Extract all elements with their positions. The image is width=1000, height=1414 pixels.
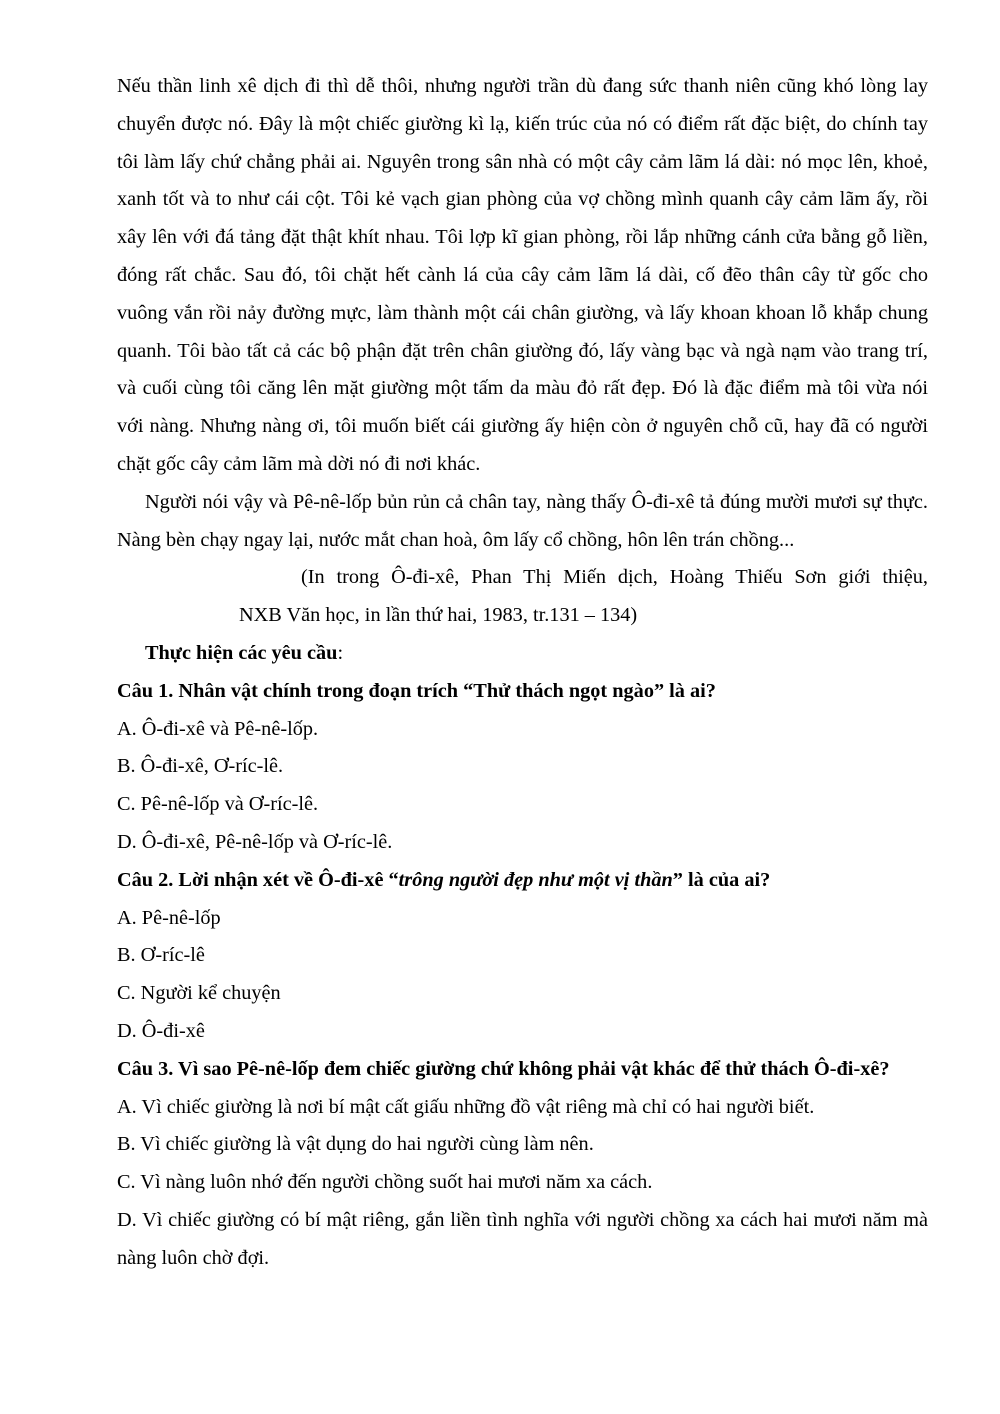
question-option: B. Ô-đi-xê, Ơ-ríc-lê. (117, 755, 284, 778)
question-option: A. Pê-nê-lốp (117, 906, 221, 929)
question-option: D. Vì chiếc giường có bí mật riêng, gắn liền tình nghĩa với người chồng xa cách hai mươi năm mà nàng luôn chờ đợi. (117, 1208, 928, 1269)
question-quote: trông người đẹp như một vị thần (398, 868, 673, 891)
question-text: . Vì sao Pê-nê-lốp đem chiếc giường chứ không phải vật khác để thử thách Ô-đi-xê? (168, 1057, 890, 1080)
question-1 (117, 673, 928, 711)
question-option: D. Ô-đi-xê (117, 1019, 205, 1042)
question-text: . Nhân vật chính trong đoạn trích “Thử thách ngọt ngào” là ai? (168, 679, 716, 702)
question-option: C. Người kể chuyện (117, 982, 281, 1005)
instructions-colon: : (337, 641, 344, 664)
source-line: NXB Văn học, in lần thứ hai, 1983, tr.131 – 134) (239, 604, 638, 627)
question-option: B. Ơ-ríc-lê (117, 944, 205, 967)
question-number: Câu 3 (117, 1057, 169, 1080)
passage-paragraph: Nếu thần linh xê dịch đi thì dễ thôi, nhưng người trần dù đang sức thanh niên cũng khó lòng lay chuyển được nó. Đây là một chiếc giường kì lạ, kiến trúc của nó có điểm rất đặc biệt, do chính tay tôi làm lấy chứ chẳng phải ai. Nguyên trong sân nhà có một cây cảm lãm lá dài: nó mọc lên, khoẻ, xanh tốt và to như cái cột. Tôi kẻ vạch gian phòng của vợ chồng mình quanh cây cảm lãm ấy, rồi xây lên với đá tảng đặt thật khít nhau. Tôi lợp kĩ gian phòng, rồi lắp những cánh cửa bằng gỗ liền, đóng rất chắc. Sau đó, tôi chặt hết cành lá của cây cảm lãm lá dài, cố đẽo thân cây từ gốc cho vuông vắn rồi nảy đường mực, làm thành một cái chân giường, và lấy khoan khoan lỗ khắp chung quanh. Tôi bào tất cả các bộ phận đặt trên chân giường đó, lấy vàng bạc và ngà nạm vào trang trí, và cuối cùng tôi căng lên mặt giường một tấm da màu đỏ rất đẹp. Đó là đặc điểm mà tôi vừa nói với nàng. Nhưng nàng ơi, tôi muốn biết cái giường ấy hiện còn ở nguyên chỗ cũ, hay đã có người chặt gốc cây cảm lãm mà dời nó đi nơi khác. (117, 75, 928, 475)
question-option: D. Ô-đi-xê, Pê-nê-lốp và Ơ-ríc-lê. (117, 830, 393, 853)
instructions-label: Thực hiện các yêu cầu (145, 641, 338, 664)
question-2 (117, 862, 928, 900)
question-text: ” là của ai? (672, 868, 771, 891)
source-citation (117, 559, 928, 635)
instructions-heading (117, 635, 928, 673)
question-option: C. Pê-nê-lốp và Ơ-ríc-lê. (117, 793, 319, 816)
question-text: . Lời nhận xét về Ô-đi-xê “ (168, 868, 399, 891)
question-option: A. Ô-đi-xê và Pê-nê-lốp. (117, 717, 319, 740)
question-number: Câu 1 (117, 679, 169, 702)
document-page (117, 68, 928, 1278)
question-option: B. Vì chiếc giường là vật dụng do hai người cùng làm nên. (117, 1133, 594, 1156)
question-number: Câu 2 (117, 868, 169, 891)
question-option: A. Vì chiếc giường là nơi bí mật cất giấu những đồ vật riêng mà chỉ có hai người biết. (117, 1095, 815, 1118)
question-option: C. Vì nàng luôn nhớ đến người chồng suốt hai mươi năm xa cách. (117, 1171, 653, 1194)
passage-paragraph: Người nói vậy và Pê-nê-lốp bủn rủn cả chân tay, nàng thấy Ô-đi-xê tả đúng mười mươi sự thực. Nàng bèn chạy ngay lại, nước mắt chan hoà, ôm lấy cổ chồng, hôn lên trán chồng... (117, 490, 928, 551)
source-line: (In trong Ô-đi-xê, Phan Thị Miến dịch, Hoàng Thiếu Sơn giới thiệu, (301, 566, 928, 589)
question-3 (117, 1051, 928, 1089)
